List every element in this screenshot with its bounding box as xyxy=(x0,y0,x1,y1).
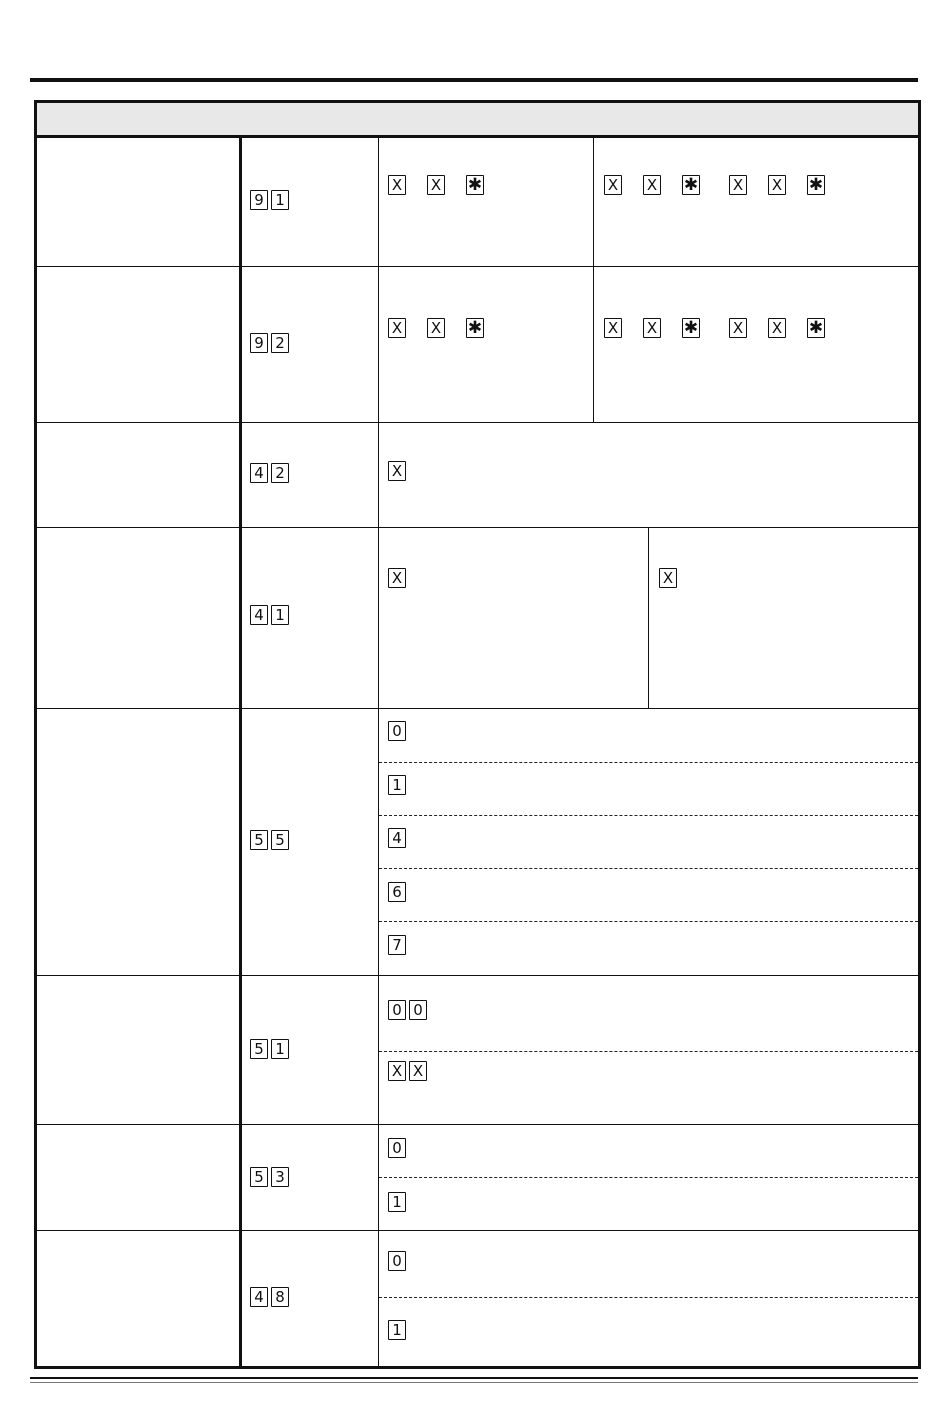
key-cap: X xyxy=(768,318,786,338)
option-separator xyxy=(379,921,918,922)
option-key-53-1 xyxy=(388,1192,409,1212)
row-separator xyxy=(37,708,918,709)
option-key-55-4 xyxy=(388,935,409,955)
option-separator xyxy=(379,1297,918,1298)
key-cap: 1 xyxy=(388,1320,406,1340)
key-cap: 0 xyxy=(388,1138,406,1158)
function-code-92 xyxy=(250,333,292,353)
option-separator xyxy=(379,762,918,763)
star-key-icon: ✱ xyxy=(683,174,699,195)
key-cap: 9 xyxy=(250,190,268,210)
entry-keys-42 xyxy=(388,461,409,481)
key-cap: 0 xyxy=(388,721,406,741)
settings-table xyxy=(34,100,921,1369)
key-cap: 1 xyxy=(271,1039,289,1059)
option-key-55-1 xyxy=(388,775,409,795)
row-separator xyxy=(37,975,918,976)
option-key-53-0 xyxy=(388,1138,409,1158)
key-cap: X xyxy=(659,568,677,588)
function-code-41 xyxy=(250,605,292,625)
key-cap: X xyxy=(643,175,661,195)
entry-keys-92-a xyxy=(388,318,487,338)
option-key-48-1 xyxy=(388,1320,409,1340)
entry-keys-41-a xyxy=(388,568,409,588)
column-divider-2 xyxy=(378,138,379,1366)
entry-keys-91-b xyxy=(604,175,828,195)
key-cap: 8 xyxy=(271,1287,289,1307)
option-key-48-0 xyxy=(388,1251,409,1271)
star-key-icon: ✱ xyxy=(808,174,824,195)
entry-keys-91-a xyxy=(388,175,487,195)
row-separator xyxy=(37,1230,918,1231)
key-cap: 1 xyxy=(388,775,406,795)
star-key-icon: ✱ xyxy=(467,174,483,195)
key-cap: X xyxy=(643,318,661,338)
function-code-51 xyxy=(250,1039,292,1059)
column-divider-3b xyxy=(648,528,649,709)
key-cap: 0 xyxy=(388,1000,406,1020)
row-separator xyxy=(37,266,918,267)
key-cap: 4 xyxy=(250,463,268,483)
key-cap: 3 xyxy=(271,1167,289,1187)
key-cap: 1 xyxy=(271,605,289,625)
table-header-band xyxy=(37,103,918,138)
option-key-55-2 xyxy=(388,828,409,848)
key-cap: 1 xyxy=(271,190,289,210)
key-cap: 5 xyxy=(250,830,268,850)
function-code-55 xyxy=(250,830,292,850)
key-cap: X xyxy=(729,175,747,195)
key-cap: X xyxy=(388,1061,406,1081)
star-key-icon: ✱ xyxy=(467,317,483,338)
key-cap: X xyxy=(604,318,622,338)
key-cap: 9 xyxy=(250,333,268,353)
option-separator xyxy=(379,815,918,816)
key-cap: 4 xyxy=(250,1287,268,1307)
row-separator xyxy=(37,422,918,423)
key-cap: X xyxy=(388,318,406,338)
column-divider-3a xyxy=(593,138,594,423)
key-cap: 2 xyxy=(271,333,289,353)
bottom-rule-thin xyxy=(30,1382,918,1383)
row-separator xyxy=(37,527,918,528)
entry-keys-41-b xyxy=(659,568,680,588)
key-cap: X xyxy=(388,175,406,195)
key-cap: 7 xyxy=(388,935,406,955)
key-cap: 4 xyxy=(250,605,268,625)
key-cap: 0 xyxy=(409,1000,427,1020)
option-key-51-0 xyxy=(388,1000,430,1020)
option-separator xyxy=(379,868,918,869)
key-cap: 6 xyxy=(388,882,406,902)
option-key-55-3 xyxy=(388,882,409,902)
option-separator xyxy=(379,1051,918,1052)
star-key-icon: ✱ xyxy=(683,317,699,338)
key-cap: 5 xyxy=(250,1039,268,1059)
row-separator xyxy=(37,1124,918,1125)
star-key-icon: ✱ xyxy=(808,317,824,338)
key-cap: X xyxy=(388,461,406,481)
key-cap: 5 xyxy=(250,1167,268,1187)
key-cap: X xyxy=(729,318,747,338)
key-cap: 1 xyxy=(388,1192,406,1212)
key-cap: X xyxy=(388,568,406,588)
key-cap: X xyxy=(409,1061,427,1081)
option-separator xyxy=(379,1177,918,1178)
entry-keys-92-b xyxy=(604,318,828,338)
column-divider-1 xyxy=(239,138,242,1366)
option-key-51-1 xyxy=(388,1061,430,1081)
key-cap: X xyxy=(427,175,445,195)
bottom-rule xyxy=(30,1377,918,1379)
key-cap: 4 xyxy=(388,828,406,848)
key-cap: X xyxy=(427,318,445,338)
option-key-55-0 xyxy=(388,721,409,741)
function-code-42 xyxy=(250,463,292,483)
key-cap: 2 xyxy=(271,463,289,483)
function-code-53 xyxy=(250,1167,292,1187)
key-cap: X xyxy=(604,175,622,195)
function-code-91 xyxy=(250,190,292,210)
key-cap: 5 xyxy=(271,830,289,850)
top-rule xyxy=(30,78,918,82)
function-code-48 xyxy=(250,1287,292,1307)
key-cap: 0 xyxy=(388,1251,406,1271)
key-cap: X xyxy=(768,175,786,195)
